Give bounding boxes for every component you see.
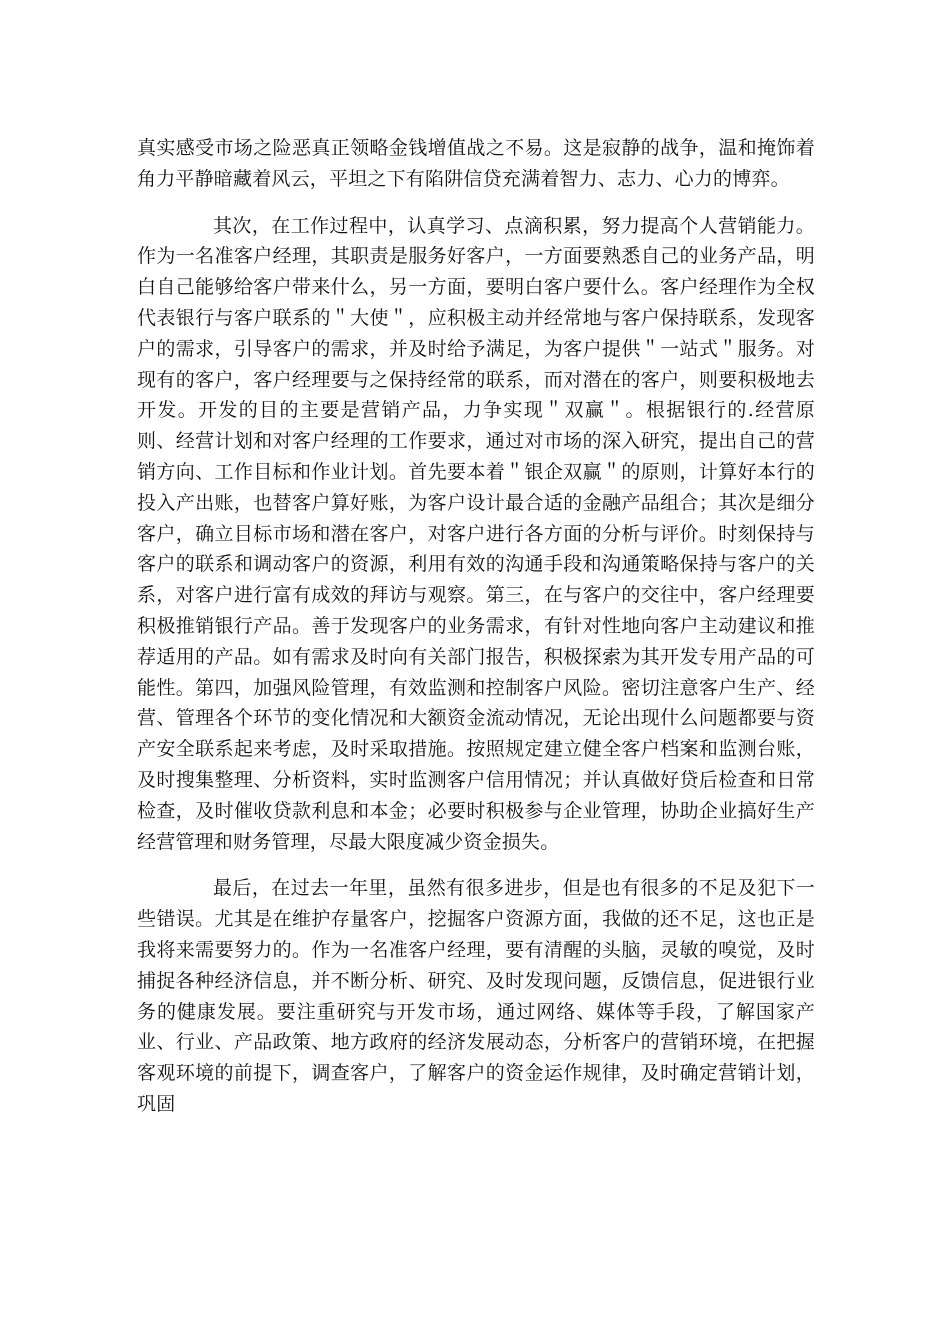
paragraph-3: 最后，在过去一年里，虽然有很多进步，但是也有很多的不足及犯下一些错误。尤其是在维护存量客户，挖掘客户资源方面，我做的还不足，这也正是我将来需要努力的。作为一名准客户经理，要有清醒的头脑，灵敏的嗅觉，及时捕捉各种经济信息，并不断分析、研究、及时发现问题，反馈信息，促进银行业务的健康发展。要注重研究与开发市场，通过网络、媒体等手段，了解国家产业、行业、产品政策、地方政府的经济发展动态，分析客户的营销环境，在把握客观环境的前提下，调查客户，了解客户的资金运作规律，及时确定营销计划，巩固 [137,877,815,1115]
paragraph-2: 其次，在工作过程中，认真学习、点滴积累，努力提高个人营销能力。作为一名准客户经理，其职责是服务好客户，一方面要熟悉自己的业务产品，明白自己能够给客户带来什么，另一方面，要明白客户要什么。客户经理作为全权代表银行与客户联系的＂大使＂，应积极主动并经常地与客户保持联系，发现客户的需求，引导客户的需求，并及时给予满足，为客户提供＂一站式＂服务。对现有的客户，客户经理要与之保持经常的联系，而对潜在的客户，则要积极地去开发。开发的目的主要是营销产品，力争实现＂双赢＂。根据银行的.经营原则、经营计划和对客户经理的工作要求，通过对市场的深入研究，提出自己的营销方向、工作目标和作业计划。首先要本着＂银企双赢＂的原则，计算好本行的投入产出账，也替客户算好账，为客户设计最合适的金融产品组合；其次是细分客户，确立目标市场和潜在客户，对客户进行各方面的分析与评价。时刻保持与客户的联系和调动客户的资源，利用有效的沟通手段和沟通策略保持与客户的关系，对客户进行富有成效的拜访与观察。第三，在与客户的交往中，客户经理要积极推销银行产品。善于发现客户的业务需求，有针对性地向客户主动建议和推荐适用的产品。如有需求及时向有关部门报告，积极探索为其开发专用产品的可能性。第四，加强风险管理，有效监测和控制客户风险。密切注意客户生产、经营、管理各个环节的变化情况和大额资金流动情况，无论出现什么问题都要与资产安全联系起来考虑，及时采取措施。按照规定建立健全客户档案和监测台账，及时搜集整理、分析资料，实时监测客户信用情况；并认真做好贷后检查和日常检查，及时催收贷款利息和本金；必要时积极参与企业管理，协助企业搞好生产经营管理和财务管理，尽最大限度减少资金损失。 [137,214,815,853]
document-body [137,133,815,1120]
paragraph-1: 真实感受市场之险恶真正领略金钱增值战之不易。这是寂静的战争，温和掩饰着角力平静暗藏着风云，平坦之下有陷阱信贷充满着智力、志力、心力的博弈。 [137,137,815,190]
